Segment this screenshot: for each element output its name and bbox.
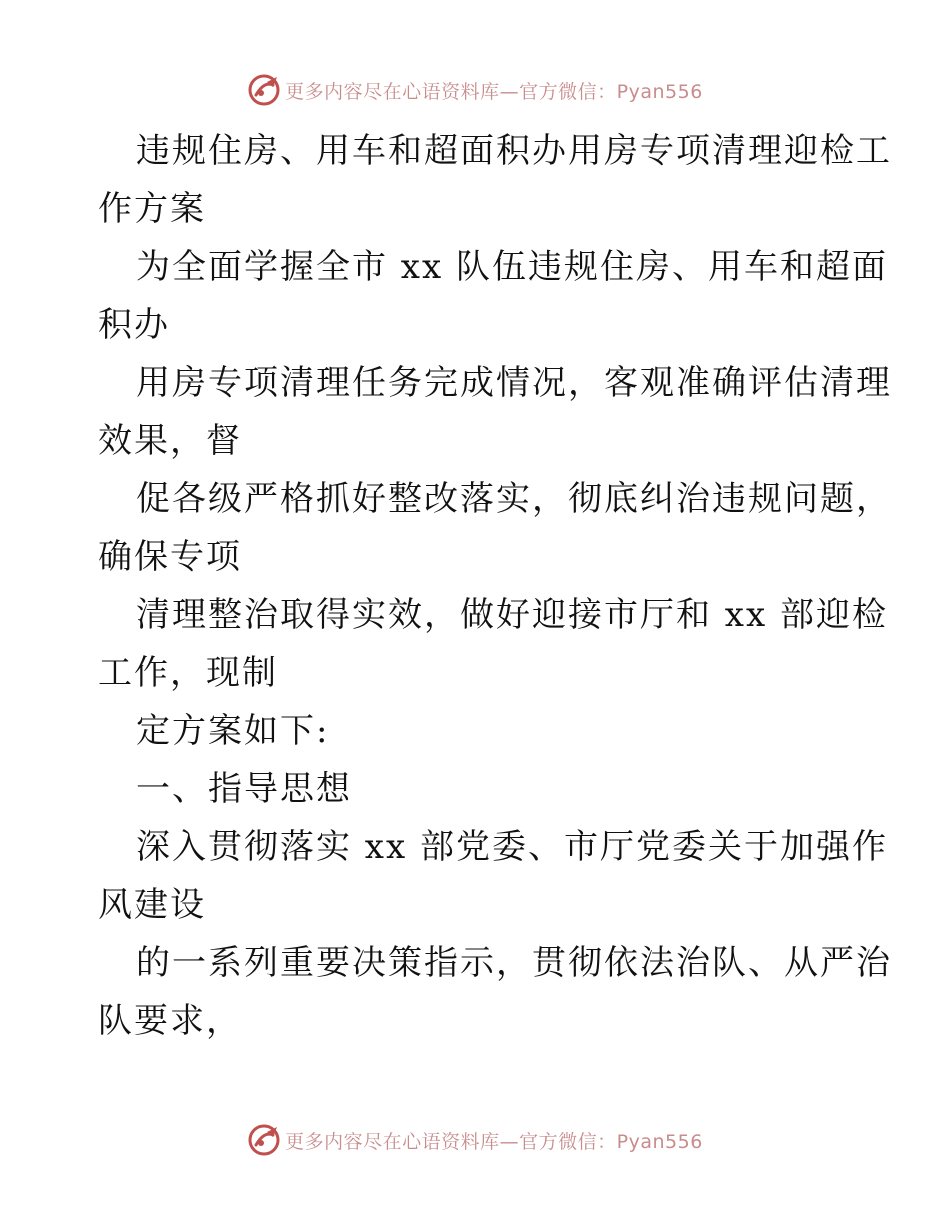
header-banner-text: 更多内容尽在心语资料库—官方微信：Pyan556 — [285, 80, 703, 103]
text-line: 工作，现制 — [98, 653, 278, 693]
text-line: 队要求， — [98, 1001, 242, 1041]
text-line: 风建设 — [98, 885, 206, 925]
text-line: 积办 — [98, 305, 170, 345]
text-line: 深入贯彻落实 xx 部党委、市厅党委关于加强作 — [136, 827, 888, 867]
text-line: 清理整治取得实效，做好迎接市厅和 xx 部迎检 — [136, 595, 888, 635]
text-line: 作方案 — [98, 189, 206, 229]
text-line: 的一系列重要决策指示，贯彻依法治队、从严治 — [136, 943, 892, 983]
text-line: 为全面学握全市 xx 队伍违规住房、用车和超面 — [136, 247, 888, 287]
text-line: 用房专项清理任务完成情况，客观准确评估清理 — [136, 363, 892, 403]
header-watermark — [0, 70, 950, 110]
text-line: 促各级严格抓好整改落实，彻底纠治违规问题， — [136, 479, 892, 519]
text-line: 一、指导思想 — [136, 769, 352, 809]
text-line: 效果，督 — [98, 421, 242, 461]
brand-logo-icon — [247, 1123, 281, 1157]
text-line: 违规住房、用车和超面积办用房专项清理迎检工 — [136, 131, 892, 171]
footer-watermark — [0, 1120, 950, 1160]
footer-banner-text: 更多内容尽在心语资料库—官方微信：Pyan556 — [285, 1130, 703, 1153]
text-line: 确保专项 — [98, 537, 242, 577]
brand-logo-icon — [247, 73, 281, 107]
document-body — [98, 122, 892, 1050]
text-line: 定方案如下: — [136, 711, 330, 751]
